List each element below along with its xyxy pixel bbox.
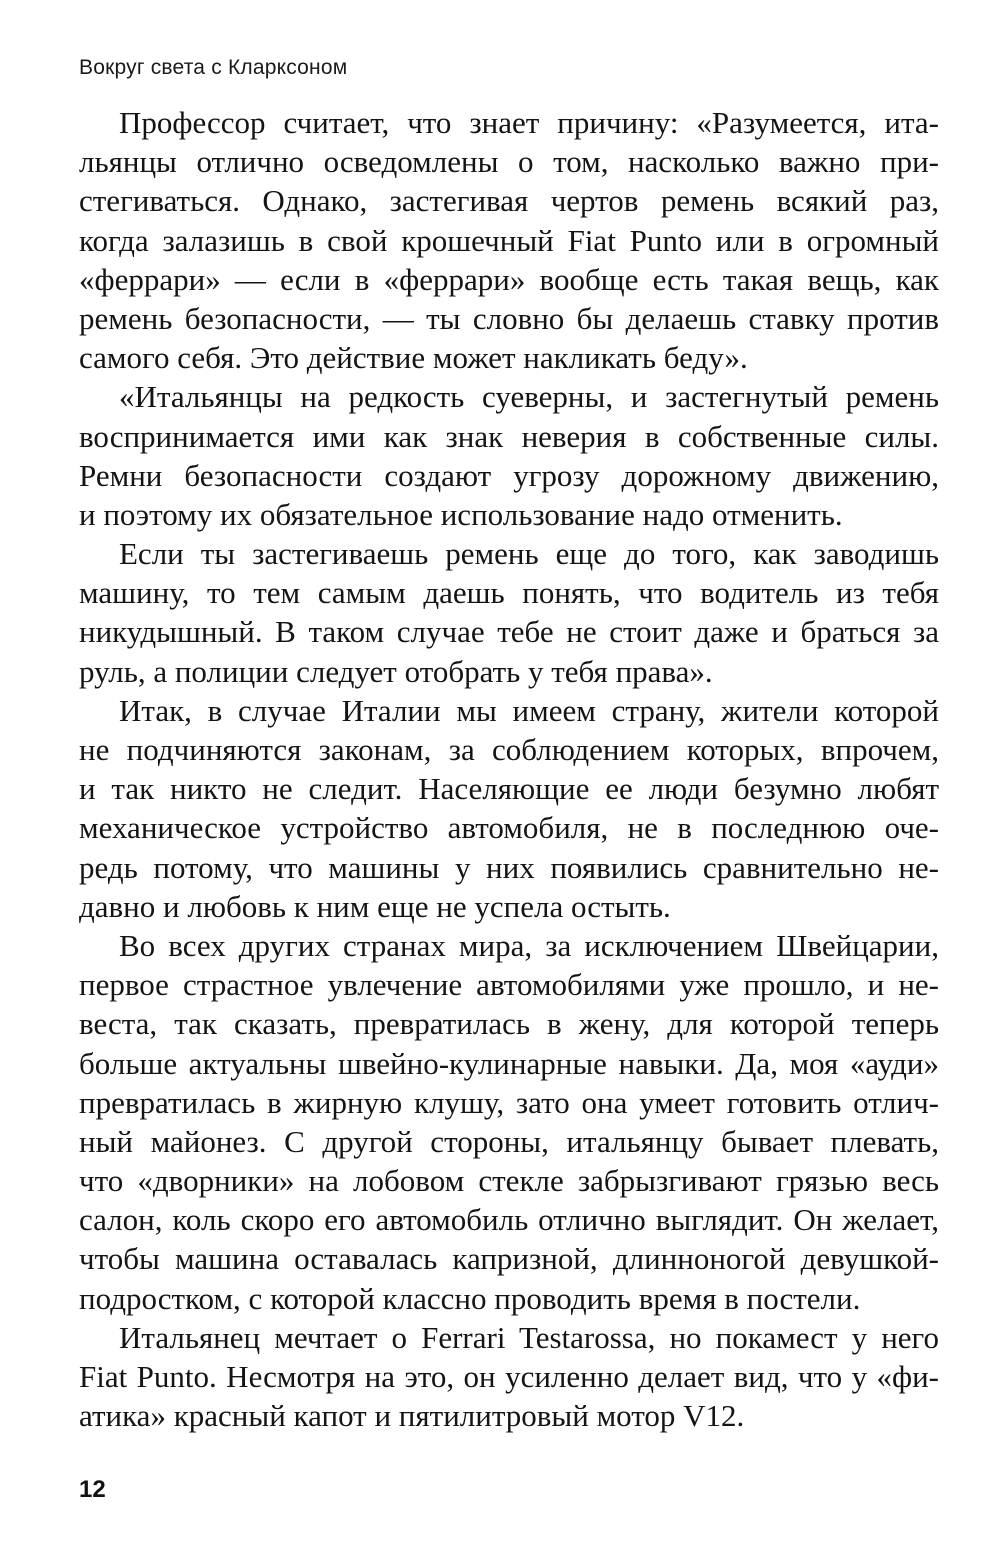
text-line: давно и любовь к ним еще не успела остыть. [79,888,671,924]
text-line: Во всех других странах мира, за исключением Швейцарии, [119,927,939,963]
text-line: никудышный. В таком случае тебе не стоит даже и браться за [79,614,939,650]
text-line: салон, коль скоро его автомобиль отлично выглядит. Он желает, [79,1202,939,1238]
text-line: Fiat Punto. Несмотря на это, он усиленно делает вид, что у «фи- [79,1359,939,1394]
text-line: подростком, с которой классно проводить время в постели. [79,1280,861,1316]
text-line: руль, а полиции следует отобрать у тебя права». [79,653,713,689]
text-line: что «дворники» на лобовом стекле забрызгивают грязью весь [79,1163,939,1199]
page-number: 12 [79,1476,106,1503]
page-body [79,103,939,1435]
text-line: ремень безопасности, — ты словно бы делаешь ставку против [79,300,939,336]
text-line: машину, то тем самым даешь понять, что водитель из тебя [79,575,939,611]
text-line: механическое устройство автомобиля, не в последнюю оче- [79,810,939,846]
paragraph [79,534,939,691]
text-line: Если ты застегиваешь ремень еще до того, как заводишь [119,536,939,572]
running-header: Вокруг света с Кларксоном [79,56,348,79]
paragraph [79,691,939,926]
text-line: Ремни безопасности создают угрозу дорожному движению, [79,457,939,493]
text-line: веста, так сказать, превратилась в жену, для которой теперь [79,1006,939,1042]
text-line: льянцы отлично осведомлены о том, насколько важно при- [79,144,939,180]
text-line: воспринимается ими как знак неверия в собственные силы. [79,418,939,454]
text-line: превратилась в жирную клушу, зато она умеет готовить отлич- [79,1084,939,1120]
paragraph [79,1318,939,1436]
text-line: ный майонез. С другой стороны, итальянцу бывает плевать, [79,1123,939,1159]
text-line: не подчиняются законам, за соблюдением которых, впрочем, [79,732,939,767]
text-line: «Итальянцы на редкость суеверны, и застегнутый ремень [119,379,939,415]
text-line: Профессор считает, что знает причину: «Разумеется, ита- [119,105,939,140]
text-line: больше актуальны швейно-кулинарные навыки. Да, моя «ауди» [79,1045,939,1081]
text-line: «феррари» — если в «феррари» вообще есть такая вещь, как [79,261,939,297]
text-line: первое страстное увлечение автомобилями уже прошло, и не- [79,967,939,1003]
text-line: когда залазишь в свой крошечный Fiat Punto или в огромный [79,222,939,258]
text-line: чтобы машина оставалась капризной, длинноногой девушкой- [79,1241,939,1277]
paragraph [79,377,939,534]
text-line: Итак, в случае Италии мы имеем страну, жители которой [119,692,939,728]
text-line: самого себя. Это действие может накликать беду». [79,340,748,376]
text-line: стегиваться. Однако, застегивая чертов ремень всякий раз, [79,183,939,219]
paragraph [79,103,939,377]
text-line: и так никто не следит. Населяющие ее люди безумно любят [79,771,939,807]
paragraph [79,926,939,1318]
text-line: Итальянец мечтает о Ferrari Testarossa, но покамест у него [119,1319,939,1355]
text-line: и поэтому их обязательное использование надо отменить. [79,496,843,532]
text-line: редь потому, что машины у них появились сравнительно не- [79,849,939,885]
text-line: атика» красный капот и пятилитровый мотор V12. [79,1398,745,1434]
